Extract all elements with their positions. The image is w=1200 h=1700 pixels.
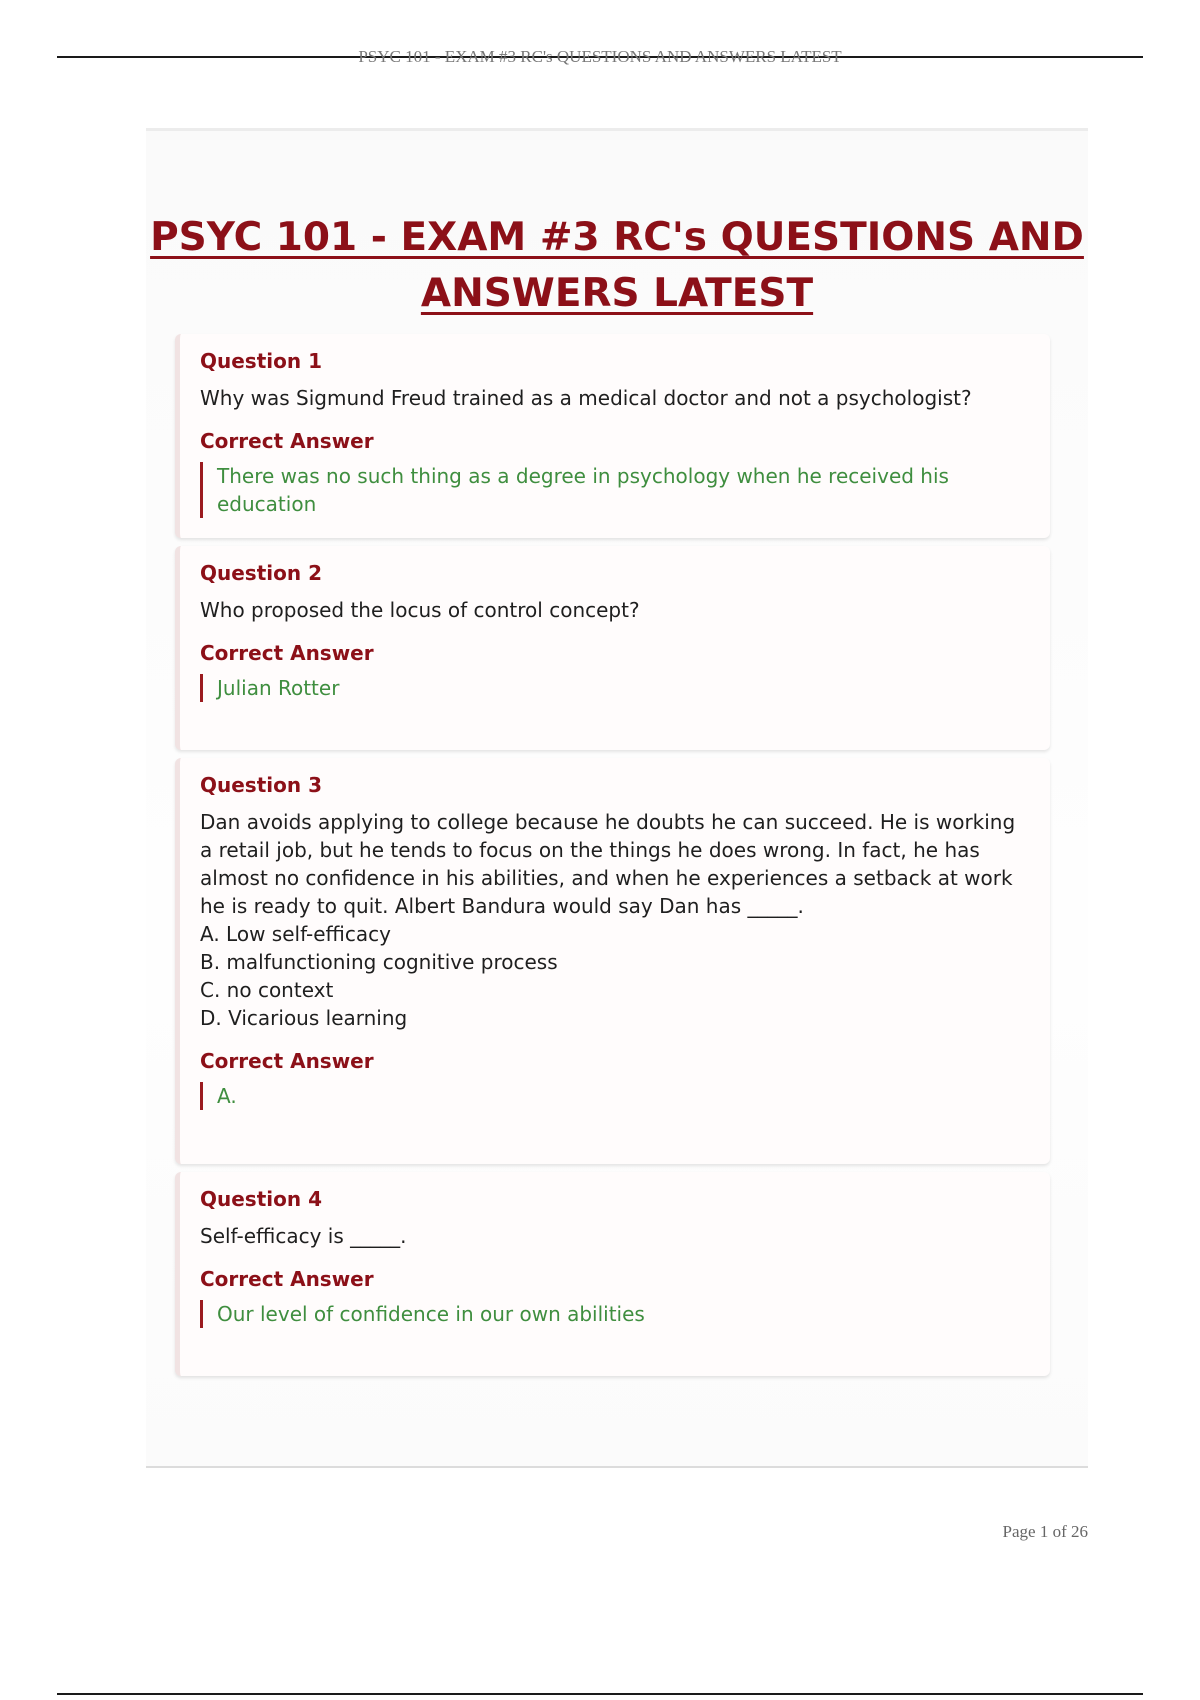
question-label: Question 1 xyxy=(200,349,322,373)
answer-text: Our level of confidence in our own abilities xyxy=(200,1300,1030,1328)
option-a: A. Low self-efficacy xyxy=(200,922,391,946)
running-header xyxy=(57,46,1143,68)
answer-text: A. xyxy=(200,1082,1030,1110)
answer-text: There was no such thing as a degree in psychology when he received his education xyxy=(200,462,1030,518)
question-card-2 xyxy=(175,546,1050,750)
option-d: D. Vicarious learning xyxy=(200,1006,408,1030)
footer-rule xyxy=(57,1693,1143,1695)
correct-answer-label: Correct Answer xyxy=(200,1267,374,1291)
answer-text: Julian Rotter xyxy=(200,674,1030,702)
question-card-4 xyxy=(175,1172,1050,1376)
question-label: Question 2 xyxy=(200,561,322,585)
answer-options xyxy=(200,920,1030,1032)
page-number: Page 1 of 26 xyxy=(1002,1522,1088,1541)
option-c: C. no context xyxy=(200,978,334,1002)
question-label: Question 3 xyxy=(200,773,322,797)
document-title: PSYC 101 - EXAM #3 RC's QUESTIONS AND ANSWERS LATEST xyxy=(150,215,1084,316)
correct-answer-label: Correct Answer xyxy=(200,641,374,665)
question-text: Who proposed the locus of control concept? xyxy=(200,598,640,622)
question-card-1 xyxy=(175,334,1050,538)
running-header-title: PSYC 101 - EXAM #3 RC's QUESTIONS AND ANSWERS LATEST xyxy=(358,47,842,66)
correct-answer-label: Correct Answer xyxy=(200,1049,374,1073)
option-b: B. malfunctioning cognitive process xyxy=(200,950,558,974)
correct-answer-label: Correct Answer xyxy=(200,429,374,453)
question-text: Dan avoids applying to college because he doubts he can succeed. He is working a retail job, but he tends to focus on the things he does wrong. In fact, he has almost no confidence in his abilities, and when he experiences a setback at work he is ready to quit. Albert Bandura would say Dan has _____. xyxy=(200,810,1016,918)
question-text: Self-efficacy is _____. xyxy=(200,1224,407,1248)
question-text: Why was Sigmund Freud trained as a medical doctor and not a psychologist? xyxy=(200,386,972,410)
question-card-3 xyxy=(175,758,1050,1164)
question-label: Question 4 xyxy=(200,1187,322,1211)
